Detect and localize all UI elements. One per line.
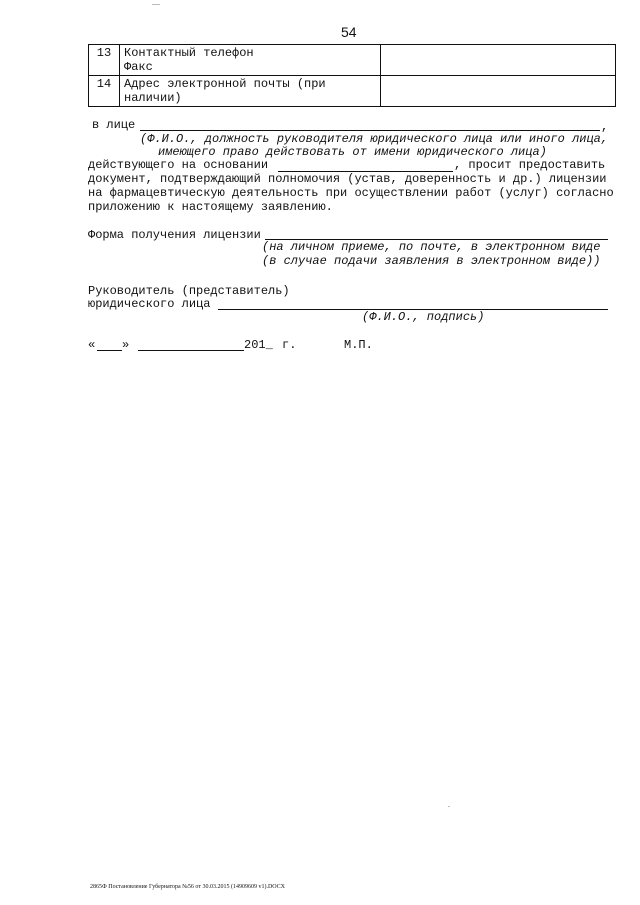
license-form-label: Форма получения лицензии [88,228,261,242]
row-label [120,45,381,76]
v-litse-label: в лице [92,118,136,132]
body-line-3: на фармацевтическую деятельность при осуществлении работ (услуг) согласно [88,186,614,200]
table-row [89,45,616,76]
contact-table [88,44,616,107]
row-label [120,76,381,107]
date-year: 201_ [244,338,273,352]
signature-hint: (Ф.И.О., подпись) [362,310,485,324]
footer-doc-reference: 2865Ф Постановление Губернатора №56 от 30.03.2015 (14909609 v1).DOCX [90,884,285,890]
row-value-cell[interactable] [381,45,616,76]
date-open-quote: « [88,338,96,352]
scan-mark [152,4,160,5]
row-label-line: Контактный телефон [124,46,254,60]
body-line-4: приложению к настоящему заявлению. [88,200,333,214]
v-litse-comma: , [601,120,609,134]
row-number: 14 [89,76,120,107]
row-label-line: Факс [124,60,153,74]
date-day-line[interactable] [97,350,122,351]
date-close-quote: » [122,338,130,352]
license-form-hint-2: (в случае подачи заявления в электронном виде)) [262,254,601,268]
signature-label-1: Руководитель (представитель) [88,284,290,298]
row-label-line: наличии) [124,91,182,105]
page-number: 54 [341,24,357,40]
v-litse-hint-2: имеющего право действовать от имени юридического лица) [158,145,547,159]
row-value-cell[interactable] [381,76,616,107]
body-line-1a: действующего на основании [88,158,269,172]
body-line-1b: , просит предоставить [454,158,606,172]
row-label-line: Адрес электронной почты (при [124,77,326,91]
signature-label-2: юридического лица [88,297,211,311]
scan-mark [448,806,450,807]
v-litse-hint-1: (Ф.И.О., должность руководителя юридического лица или иного лица, [140,132,609,146]
table-row [89,76,616,107]
body-line-2: документ, подтверждающий полномочия (устав, доверенность и др.) лицензии [88,172,607,186]
v-litse-fill-line[interactable] [140,130,600,131]
license-form-hint-1: (на личном приеме, по почте, в электронном виде [262,240,601,254]
date-month-line[interactable] [138,350,244,351]
stamp-label: М.П. [344,338,373,352]
row-number: 13 [89,45,120,76]
date-year-suffix: г. [282,338,297,352]
